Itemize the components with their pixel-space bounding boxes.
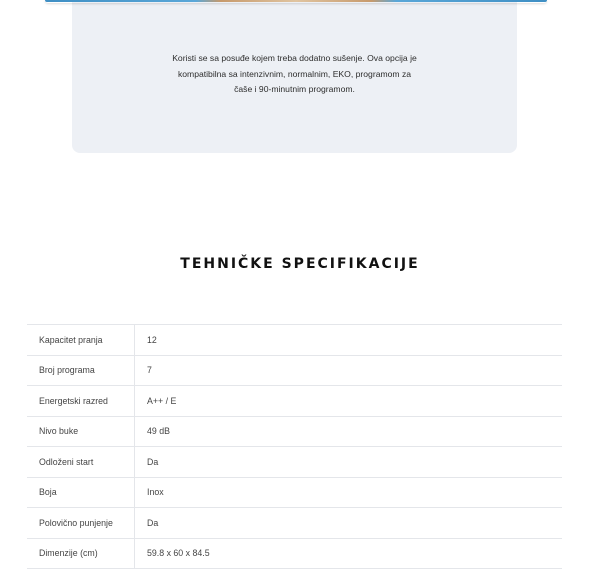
spec-label: Broj programa	[27, 355, 135, 386]
feature-description: Koristi se sa posuđe kojem treba dodatno sušenje. Ova opcija je kompatibilna sa intenzivnim, normalnim, EKO, programom za čaše i 90-minutnim programom.	[172, 53, 417, 94]
spec-label: Boja	[27, 477, 135, 508]
specs-title: TEHNIČKE SPECIFIKACIJE	[180, 256, 420, 272]
spec-label: Polovično punjenje	[27, 508, 135, 539]
table-row	[27, 355, 562, 386]
spec-label: Nivo buke	[27, 416, 135, 447]
table-row	[27, 508, 562, 539]
spec-value: A++ / E	[147, 395, 177, 406]
spec-value: 59.8 x 60 x 84.5	[147, 548, 210, 559]
spec-label: Energetski razred	[27, 386, 135, 417]
table-row	[27, 325, 562, 356]
spec-label: Dimenzije (cm)	[27, 538, 135, 569]
table-row	[27, 538, 562, 569]
spec-value: Da	[147, 456, 159, 467]
spec-label: Odloženi start	[27, 447, 135, 478]
spec-value: 12	[147, 334, 157, 345]
hero-image-shadow	[45, 0, 547, 3]
specs-table	[27, 324, 562, 569]
spec-label: Kapacitet pranja	[27, 325, 135, 356]
spec-value: 49 dB	[147, 426, 170, 437]
table-row	[27, 416, 562, 447]
feature-card	[72, 0, 517, 153]
table-row	[27, 477, 562, 508]
spec-value: Da	[147, 517, 159, 528]
spec-value: 7	[147, 365, 152, 376]
spec-value: Inox	[147, 487, 164, 498]
table-row	[27, 447, 562, 478]
table-row	[27, 386, 562, 417]
